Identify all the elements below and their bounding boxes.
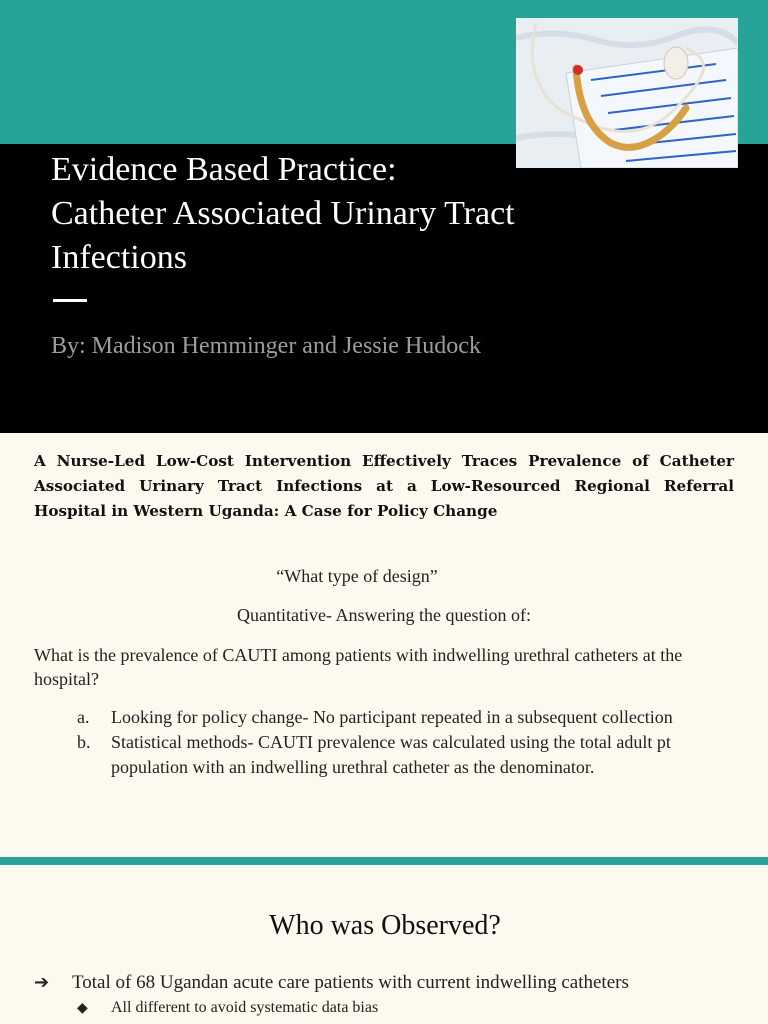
catheter-photo xyxy=(516,18,738,168)
list-marker: b. xyxy=(77,732,91,752)
method-points-list xyxy=(34,705,734,780)
title-line: Catheter Associated Urinary Tract xyxy=(51,195,515,232)
research-question: What is the prevalence of CAUTI among patients with indwelling urethral catheters at the hospital? xyxy=(34,645,683,689)
list-item-text: Total of 68 Ugandan acute care patients with current indwelling catheters xyxy=(72,972,629,993)
slide-divider xyxy=(0,857,768,865)
list-item xyxy=(34,705,734,730)
design-question: “What type of design” xyxy=(276,566,438,586)
title-line: Infections xyxy=(51,239,187,276)
slide-heading: Who was Observed? xyxy=(269,910,501,941)
list-subitem xyxy=(77,999,757,1017)
list-item-text: Looking for policy change- No participant repeated in a subsequent collection xyxy=(111,707,673,727)
list-marker: a. xyxy=(77,707,90,727)
list-item-text: Statistical methods- CAUTI prevalence was calculated using the total adult pt population with an indwelling urethral catheter as the denominator. xyxy=(111,732,671,777)
diamond-bullet-icon: ◆ xyxy=(77,1000,88,1016)
list-subitem-text: All different to avoid systematic data bias xyxy=(111,999,379,1016)
list-item xyxy=(34,730,734,780)
title-line: Evidence Based Practice: xyxy=(51,151,397,188)
design-answer: Quantitative- Answering the question of: xyxy=(237,605,531,625)
list-item xyxy=(34,972,754,994)
authors-byline: By: Madison Hemminger and Jessie Hudock xyxy=(51,333,481,359)
title-divider xyxy=(53,299,87,302)
article-title: A Nurse-Led Low-Cost Intervention Effectively Traces Prevalence of Catheter Associated Urinary Tract Infections at a Low-Resourced Regional Referral Hospital in Western Uganda: A Case for Policy Change xyxy=(34,452,734,520)
presentation-title xyxy=(51,148,671,280)
arrow-right-icon: ➔ xyxy=(34,972,50,993)
